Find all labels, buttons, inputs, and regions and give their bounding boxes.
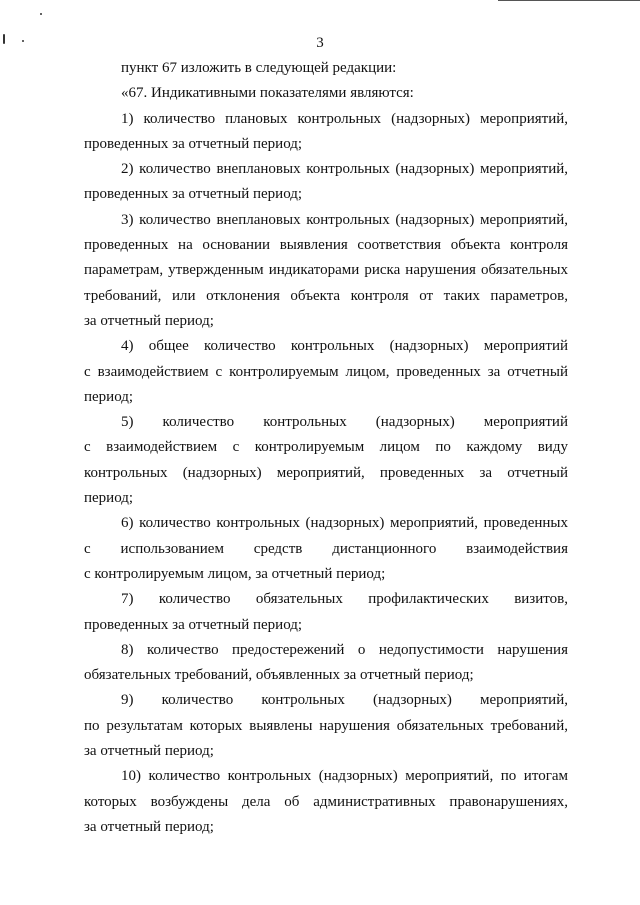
scan-speck bbox=[40, 13, 42, 15]
word: 7) bbox=[121, 591, 134, 608]
word: с bbox=[84, 439, 91, 456]
word: дистанционного bbox=[332, 540, 437, 557]
word: контрольных bbox=[263, 414, 347, 431]
word: мероприятий bbox=[483, 414, 568, 431]
word: количество bbox=[162, 414, 235, 431]
text-line bbox=[84, 233, 568, 258]
word: взаимодействием bbox=[106, 439, 218, 456]
text-line bbox=[84, 360, 568, 385]
text-line bbox=[84, 435, 568, 460]
item-10-line: которых возбуждены дела об административных правонарушениях, bbox=[84, 793, 568, 810]
item-1-first-line: 1) количество плановых контрольных (надзорных) мероприятий, bbox=[121, 110, 568, 127]
item-10-first-line: 10) количество контрольных (надзорных) мероприятий, по итогам bbox=[121, 768, 568, 785]
text-line bbox=[84, 790, 568, 815]
text-line bbox=[84, 714, 568, 739]
word: количество bbox=[161, 692, 234, 709]
item-6-first-line: 6) количество контрольных (надзорных) мероприятий, проведенных bbox=[121, 515, 568, 532]
item-8-first-line: 8) количество предостережений о недопустимости нарушения bbox=[121, 641, 568, 658]
text-line bbox=[84, 587, 568, 612]
word: мероприятий, bbox=[276, 464, 365, 481]
word: профилактических bbox=[368, 591, 489, 608]
text-line: за отчетный период; bbox=[84, 818, 214, 835]
word: лицом bbox=[379, 439, 420, 456]
text-line bbox=[84, 511, 568, 536]
text-line: проведенных за отчетный период; bbox=[84, 616, 303, 633]
word: контролируемым bbox=[254, 439, 365, 456]
item-3-line: требований, или отклонения объекта контроля от таких параметров, bbox=[84, 287, 568, 304]
word: (надзорных) bbox=[375, 414, 455, 431]
word: виду bbox=[537, 439, 568, 456]
word: контрольных bbox=[261, 692, 345, 709]
word: контрольных bbox=[84, 464, 168, 481]
item-3-line: параметрам, утвержденным индикаторами риска нарушения обязательных bbox=[84, 262, 568, 279]
word: с bbox=[232, 439, 240, 456]
text-line: с контролируемым лицом, за отчетный период; bbox=[84, 565, 386, 582]
text-line: проведенных за отчетный период; bbox=[84, 135, 303, 152]
item-3-first-line: 3) количество внеплановых контрольных (надзорных) мероприятий, bbox=[121, 211, 568, 228]
word: отчетный bbox=[507, 464, 568, 481]
page-number: 3 bbox=[316, 35, 324, 51]
text-line bbox=[84, 284, 568, 309]
text-line: обязательных требований, объявленных за отчетный период; bbox=[84, 667, 474, 684]
word: проведенных bbox=[379, 464, 465, 481]
text-line: «67. Индикативными показателями являются: bbox=[121, 85, 414, 102]
word: обязательных bbox=[255, 591, 343, 608]
item-2-first-line: 2) количество внеплановых контрольных (надзорных) мероприятий, bbox=[121, 161, 568, 178]
text-line bbox=[84, 208, 568, 233]
text-line bbox=[84, 537, 568, 562]
scan-edge-line bbox=[498, 0, 640, 1]
item-9-line: по результатам которых выявлены нарушения обязательных требований, bbox=[84, 717, 568, 734]
text-line: пункт 67 изложить в следующей редакции: bbox=[121, 60, 397, 76]
word: количество bbox=[158, 591, 231, 608]
word: взаимодействия bbox=[466, 540, 568, 557]
text-line bbox=[84, 688, 568, 713]
word: (надзорных) bbox=[372, 692, 452, 709]
text-line bbox=[84, 638, 568, 663]
word: 5) bbox=[121, 414, 134, 431]
text-line bbox=[84, 334, 568, 359]
word: использованием bbox=[120, 540, 224, 557]
document-body bbox=[84, 56, 568, 840]
text-line bbox=[84, 107, 568, 132]
item-4-line: с взаимодействием с контролируемым лицом, проведенных за отчетный bbox=[84, 363, 568, 380]
text-line bbox=[84, 410, 568, 435]
word: 9) bbox=[121, 692, 134, 709]
text-line: за отчетный период; bbox=[84, 743, 214, 760]
text-line bbox=[84, 157, 568, 182]
item-3-line: проведенных на основании выявления соответствия объекта контроля bbox=[84, 237, 568, 254]
word: визитов, bbox=[514, 591, 568, 608]
word: по bbox=[435, 439, 451, 456]
word: каждому bbox=[466, 439, 523, 456]
text-line: период; bbox=[84, 490, 134, 507]
word: (надзорных) bbox=[182, 464, 262, 481]
text-line: за отчетный период; bbox=[84, 312, 214, 329]
word: с bbox=[84, 540, 91, 557]
text-line bbox=[84, 258, 568, 283]
word: средств bbox=[253, 540, 303, 557]
text-line: период; bbox=[84, 388, 134, 405]
item-4-first-line: 4) общее количество контрольных (надзорных) мероприятий bbox=[121, 338, 568, 355]
word: за bbox=[479, 464, 493, 481]
text-line: проведенных за отчетный период; bbox=[84, 186, 303, 203]
word: мероприятий, bbox=[480, 692, 568, 709]
text-line bbox=[84, 461, 568, 486]
text-line bbox=[84, 764, 568, 789]
